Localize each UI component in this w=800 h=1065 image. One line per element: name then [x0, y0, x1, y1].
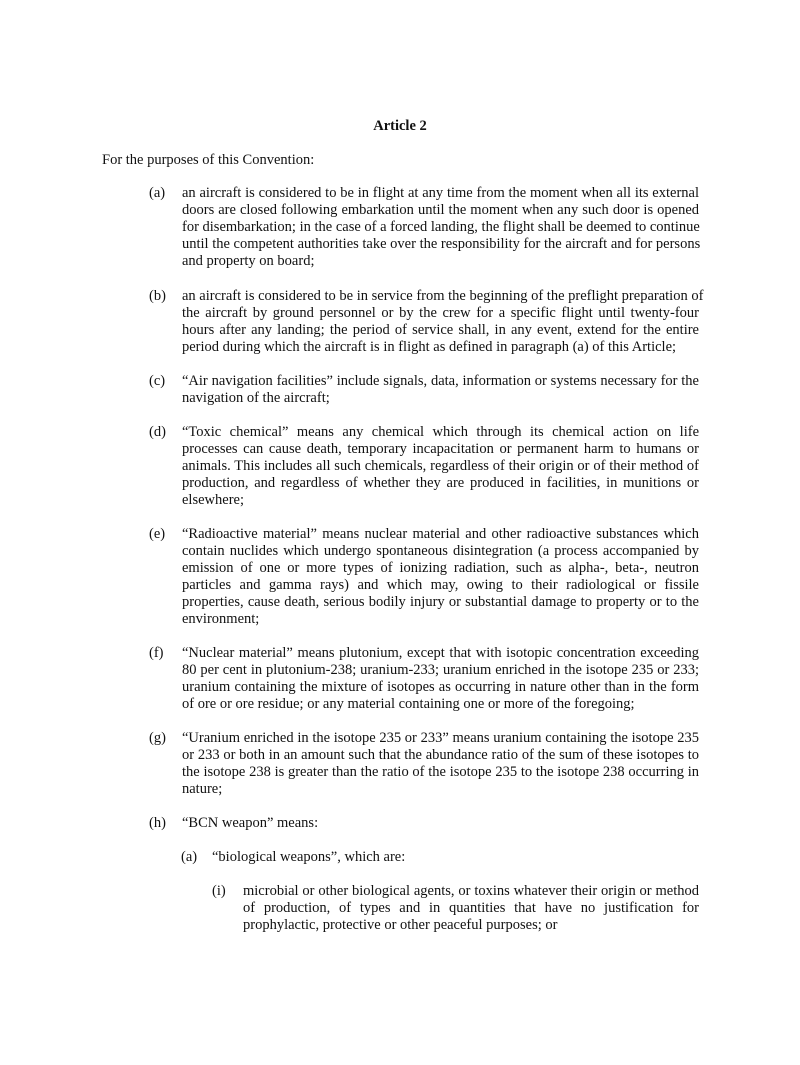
item-text — [182, 288, 704, 356]
item-text — [182, 373, 699, 407]
text-line: contain nuclides which undergo spontaneous disintegration (a process accompanied by — [182, 543, 699, 559]
item-label: (d) — [149, 424, 166, 440]
text-line: an aircraft is considered to be in flight at any time from the moment when all its external — [182, 185, 699, 201]
text-line: “biological weapons”, which are: — [212, 849, 406, 865]
item-text — [182, 185, 699, 270]
text-line: hours after any landing; the period of service shall, in any event, extend for the entire — [182, 322, 699, 338]
item-label: (h) — [149, 815, 166, 831]
article-heading: Article 2 — [373, 118, 427, 134]
item-text — [243, 883, 699, 934]
item-text — [212, 849, 699, 866]
text-line: doors are closed following embarkation until the moment when any such door is opened — [182, 202, 699, 218]
text-line: production, and regardless of whether they are produced in facilities, in munitions or — [182, 475, 699, 491]
text-line: properties, cause death, serious bodily injury or substantial damage to property or to the — [182, 594, 699, 610]
text-line: animals. This includes all such chemicals, regardless of their origin or of their method of — [182, 458, 699, 474]
text-line: “Uranium enriched in the isotope 235 or 233” means uranium containing the isotope 235 — [182, 730, 699, 746]
item-label: (a) — [181, 849, 198, 865]
text-line: an aircraft is considered to be in service from the beginning of the preflight preparation of — [182, 288, 704, 304]
text-line: environment; — [182, 611, 260, 627]
text-line: until the competent authorities take over the responsibility for the aircraft and for persons — [182, 236, 701, 252]
text-line: and property on board; — [182, 253, 315, 269]
text-line: elsewhere; — [182, 492, 244, 508]
text-line: of ore or ore residue; or any material containing one or more of the foregoing; — [182, 696, 635, 712]
text-line: emission of one or more types of ionizing radiation, such as alpha-, beta-, neutron — [182, 560, 699, 576]
item-text — [182, 526, 699, 628]
text-line: uranium containing the mixture of isotopes as occurring in nature other than in the form — [182, 679, 699, 695]
text-line: or 233 or both in an amount such that the abundance ratio of the sum of these isotopes to — [182, 747, 699, 763]
item-text — [182, 424, 699, 509]
text-line: 80 per cent in plutonium-238; uranium-233; uranium enriched in the isotope 235 or 233; — [182, 662, 699, 678]
item-label: (f) — [149, 645, 164, 661]
text-line: the isotope 238 is greater than the ratio of the isotope 235 to the isotope 238 occurring in — [182, 764, 699, 780]
item-label: (g) — [149, 730, 166, 746]
text-line: prophylactic, protective or other peaceful purposes; or — [243, 917, 558, 933]
text-line: the aircraft by ground personnel or by the crew for a specific flight until twenty-four — [182, 305, 699, 321]
text-line: period during which the aircraft is in flight as defined in paragraph (a) of this Article; — [182, 339, 677, 355]
item-label: (e) — [149, 526, 166, 542]
text-line: “BCN weapon” means: — [182, 815, 319, 831]
item-label: (b) — [149, 288, 166, 304]
article-intro: For the purposes of this Convention: — [102, 152, 315, 168]
item-label: (c) — [149, 373, 166, 389]
item-label: (i) — [212, 883, 226, 899]
text-line: “Air navigation facilities” include signals, data, information or systems necessary for the — [182, 373, 699, 389]
item-text — [182, 730, 699, 798]
text-line: processes can cause death, temporary incapacitation or permanent harm to humans or — [182, 441, 699, 457]
text-line: nature; — [182, 781, 223, 797]
text-line: navigation of the aircraft; — [182, 390, 330, 406]
text-line: microbial or other biological agents, or toxins whatever their origin or method — [243, 883, 699, 899]
text-line: “Nuclear material” means plutonium, except that with isotopic concentration exceeding — [182, 645, 699, 661]
item-label: (a) — [149, 185, 166, 201]
text-line: “Toxic chemical” means any chemical which through its chemical action on life — [182, 424, 699, 440]
text-line: particles and gamma rays) and which may, owing to their radiological or fissile — [182, 577, 699, 593]
text-line: of production, of types and in quantities that have no justification for — [243, 900, 699, 916]
text-line: “Radioactive material” means nuclear material and other radioactive substances which — [182, 526, 699, 542]
text-line: for disembarkation; in the case of a forced landing, the flight shall be deemed to continue — [182, 219, 700, 235]
item-text — [182, 645, 699, 713]
item-text — [182, 815, 699, 832]
